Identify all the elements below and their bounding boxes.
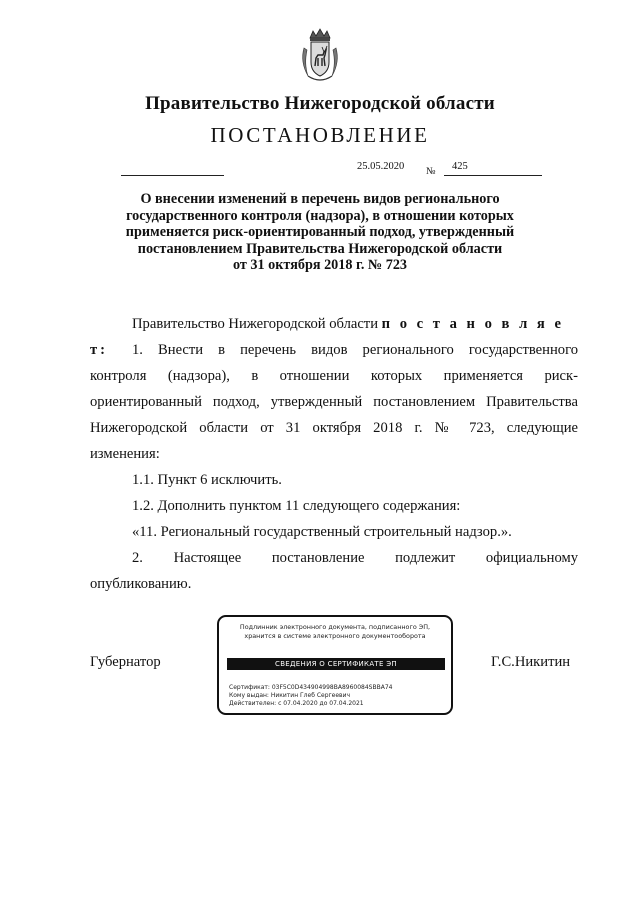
paragraph-line: опубликованию. — [90, 576, 192, 592]
stamp-header-line: Подлинник электронного документа, подписанного ЭП, — [239, 623, 431, 631]
paragraph-line: Нижегородской области от 31 октября 2018 г. № 723, следующие — [90, 420, 578, 436]
title-line: государственного контроля (надзора), в отношении которых — [126, 207, 514, 224]
blank-line-left — [121, 175, 224, 176]
stamp-header-line: хранится в системе электронного документооборота — [244, 632, 426, 640]
paragraph-line: изменения: — [90, 446, 160, 462]
paragraph-1 — [90, 337, 578, 467]
item-1-1: 1.1. Пункт 6 исключить. — [132, 472, 282, 488]
title-line: от 31 октября 2018 г. № 723 — [232, 257, 408, 273]
signatory-name: Г.С.Никитин — [491, 654, 571, 670]
paragraph-line: ориентированный подход, утвержденный постановлением Правительства — [90, 394, 578, 410]
intro-prefix: Правительство Нижегородской области — [132, 316, 378, 332]
organization-name: Правительство Нижегородской области — [145, 93, 495, 114]
electronic-signature-stamp — [217, 615, 453, 715]
paragraph-line: 2. Настоящее постановление подлежит официальному — [132, 550, 578, 566]
stamp-certificate-bar: СВЕДЕНИЯ О СЕРТИФИКАТЕ ЭП — [227, 658, 445, 670]
document-title — [100, 191, 540, 274]
coat-of-arms-emblem — [298, 28, 342, 84]
paragraph-line: контроля (надзора), в отношении которых применяется риск- — [90, 368, 578, 384]
signatory-position: Губернатор — [90, 654, 161, 670]
blank-line-right — [444, 175, 542, 176]
intro-verb: п о с т а н о в л я е т: — [90, 316, 564, 358]
document-number: 425 — [452, 161, 468, 172]
stamp-header — [219, 623, 451, 641]
paragraph-line: 1. Внести в перечень видов регионального государственного — [132, 342, 578, 358]
stamp-issued-to: Кому выдан: Никитин Глеб Сергеевич — [229, 692, 351, 699]
stamp-cert-serial: Сертификат: 03F5C0D434904998BA8960084SBBA74 — [229, 684, 393, 691]
document-type: ПОСТАНОВЛЕНИЕ — [210, 123, 430, 147]
number-label: № — [426, 166, 436, 177]
item-11: «11. Региональный государственный строительный надзор.». — [132, 524, 512, 540]
document-date: 25.05.2020 — [357, 161, 405, 172]
title-line: применяется риск-ориентированный подход, утвержденный — [125, 224, 515, 240]
title-line: О внесении изменений в перечень видов регионального — [140, 191, 500, 207]
title-line: постановлением Правительства Нижегородской области — [137, 240, 503, 257]
stamp-certificate-info — [229, 684, 392, 708]
paragraph-2 — [90, 545, 578, 597]
stamp-validity: Действителен: с 07.04.2020 до 07.04.2021 — [229, 700, 364, 707]
item-1-2: 1.2. Дополнить пунктом 11 следующего содержания: — [132, 498, 461, 514]
